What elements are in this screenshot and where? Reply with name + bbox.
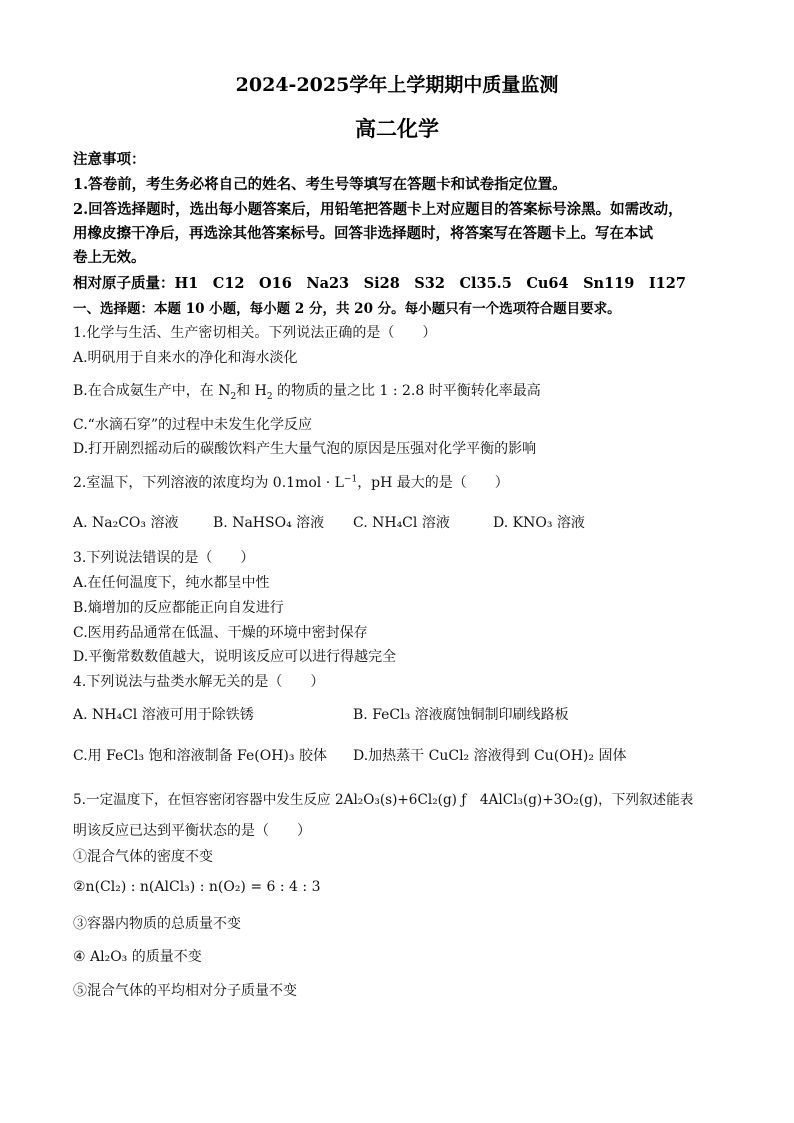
q1-b-post: 的物质的量之比 1 : 2.8 时平衡转化率最高 bbox=[272, 383, 541, 399]
q4-row-ab bbox=[73, 704, 569, 724]
q2-options bbox=[73, 512, 585, 532]
q5-stem-line2: 明该反应已达到平衡状态的是（ ） bbox=[73, 823, 311, 839]
q1-stem: 1.化学与生活、生产密切相关。下列说法正确的是（ ） bbox=[73, 325, 437, 341]
q3-option-b: B.熵增加的反应都能正向自发进行 bbox=[73, 600, 284, 616]
q1-option-d: D.打开剧烈摇动后的碳酸饮料产生大量气泡的原因是压强对化学平衡的影响 bbox=[73, 441, 537, 457]
q5-statement-2: ②n(Cl₂) : n(AlCl₃) : n(O₂) = 6 : 4 : 3 bbox=[73, 879, 321, 895]
subject-title: 高二化学 bbox=[355, 116, 439, 141]
q4-option-a: A. NH₄Cl 溶液可用于除铁锈 bbox=[73, 707, 254, 723]
q2-option-b: B. NaHSO₄ 溶液 bbox=[213, 515, 325, 531]
q4-option-b: B. FeCl₃ 溶液腐蚀铜制印刷线路板 bbox=[353, 707, 569, 723]
q4-stem: 4.下列说法与盐类水解无关的是（ ） bbox=[73, 674, 325, 690]
q2-option-c: C. NH₄Cl 溶液 bbox=[353, 515, 450, 531]
q1-b-sub2: 2 bbox=[266, 391, 273, 402]
q3-option-c: C.医用药品通常在低温、干燥的环境中密封保存 bbox=[73, 625, 368, 641]
q3-option-a: A.在任何温度下，纯水都呈中性 bbox=[73, 575, 270, 591]
q1-option-b bbox=[73, 380, 541, 400]
q2-stem-post: ，pH 最大的是（ ） bbox=[357, 475, 509, 491]
q1-b-sub1: 2 bbox=[230, 391, 237, 402]
q4-option-c: C.用 FeCl₃ 饱和溶液制备 Fe(OH)₃ 胶体 bbox=[73, 748, 327, 764]
q1-option-c: C.“水滴石穿”的过程中未发生化学反应 bbox=[73, 417, 312, 433]
q3-stem: 3.下列说法错误的是（ ） bbox=[73, 550, 255, 566]
q1-b-pre: B.在合成氨生产中，在 N bbox=[73, 383, 231, 399]
q2-stem-sup: −1 bbox=[343, 474, 358, 485]
q3-option-d: D.平衡常数数值越大，说明该反应可以进行得越完全 bbox=[73, 649, 397, 665]
q5-statement-5: ⑤混合气体的平均相对分子质量不变 bbox=[73, 983, 297, 999]
q5-statement-4: ④ Al₂O₃ 的质量不变 bbox=[73, 949, 202, 965]
notes-heading: 注意事项： bbox=[73, 151, 146, 168]
section-heading: 一、选择题：本题 10 小题，每小题 2 分，共 20 分。每小题只有一个选项符合题目要求。 bbox=[73, 301, 621, 317]
q2-option-a: A. Na₂CO₃ 溶液 bbox=[73, 515, 179, 531]
note-item-2-line2: 用橡皮擦干净后，再选涂其他答案标号。回答非选择题时，将答案写在答题卡上。写在本试 bbox=[73, 225, 653, 242]
note-item-2-line1: 2.回答选择题时，选出每小题答案后，用铅笔把答题卡上对应题目的答案标号涂黑。如需改动， bbox=[73, 201, 683, 218]
note-item-2-line3: 卷上无效。 bbox=[73, 249, 146, 266]
q4-option-d: D.加热蒸干 CuCl₂ 溶液得到 Cu(OH)₂ 固体 bbox=[353, 748, 627, 764]
atomic-mass-line: 相对原子质量：H1 C12 O16 Na23 Si28 S32 Cl35.5 Cu64 Sn119 I127 bbox=[73, 275, 686, 292]
q2-option-d: D. KNO₃ 溶液 bbox=[493, 515, 585, 531]
exam-title: 2024-2025学年上学期期中质量监测 bbox=[235, 74, 559, 96]
q2-stem-pre: 2.室温下，下列溶液的浓度均为 0.1mol · L bbox=[73, 475, 344, 491]
note-item-1: 1.答卷前，考生务必将自己的姓名、考生号等填写在答题卡和试卷指定位置。 bbox=[73, 176, 567, 193]
q5-stem-line1: 5.一定温度下，在恒容密闭容器中发生反应 2Al₂O₃(s)+6Cl₂(g) ƒ 4AlCl₃(g)+3O₂(g)，下列叙述能表 bbox=[73, 792, 694, 808]
q5-statement-1: ①混合气体的密度不变 bbox=[73, 849, 213, 865]
q2-stem bbox=[73, 472, 509, 492]
q5-statement-3: ③容器内物质的总质量不变 bbox=[73, 916, 241, 932]
q1-b-mid: 和 H bbox=[236, 383, 267, 399]
q1-option-a: A.明矾用于自来水的净化和海水淡化 bbox=[73, 350, 298, 366]
q4-row-cd bbox=[73, 745, 626, 765]
